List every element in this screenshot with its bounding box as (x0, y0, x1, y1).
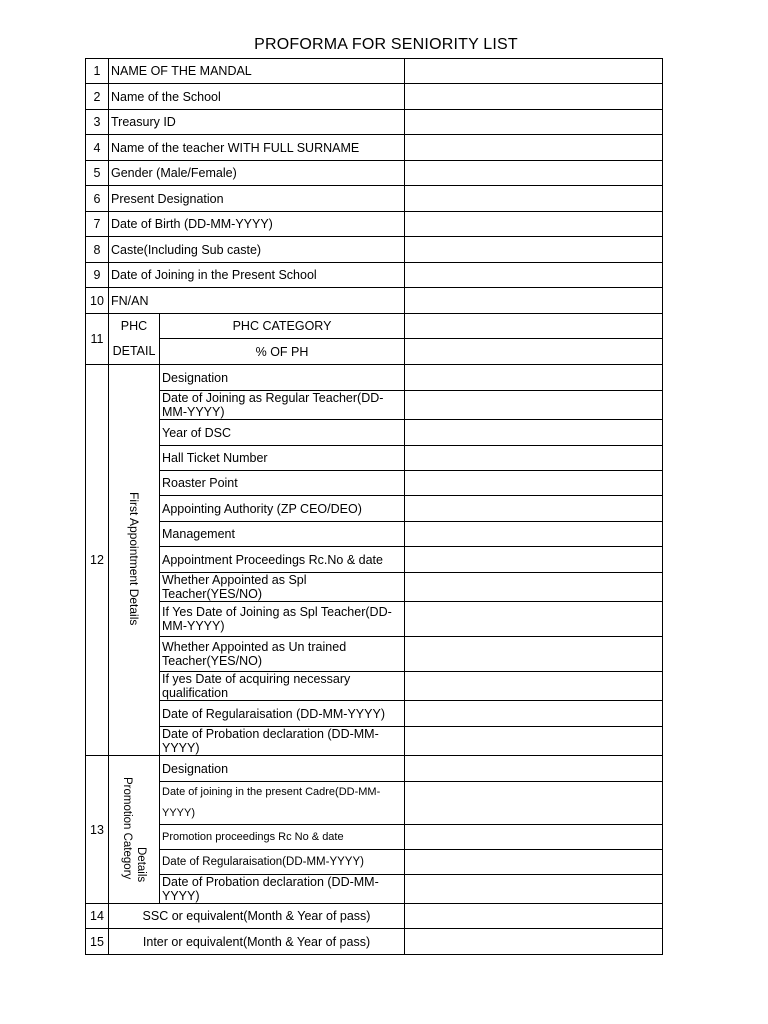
item-label: Date of Regularaisation(DD-MM-YYYY) (160, 850, 405, 875)
form-row (86, 212, 663, 237)
value-cell[interactable] (405, 237, 663, 263)
item-label: Roaster Point (160, 471, 405, 496)
appointment-row (86, 701, 663, 727)
item-label: Appointment Proceedings Rc.No & date (160, 547, 405, 573)
row-label: Inter or equivalent(Month & Year of pass) (109, 929, 405, 955)
phc-row (86, 314, 663, 339)
row-number: 11 (86, 314, 109, 365)
value-cell[interactable] (405, 727, 663, 756)
row-label: NAME OF THE MANDAL (109, 59, 405, 84)
value-cell[interactable] (405, 391, 663, 420)
row-number: 7 (86, 212, 109, 237)
value-cell[interactable] (405, 929, 663, 955)
row-label: Date of Joining in the Present School (109, 263, 405, 288)
value-cell[interactable] (405, 212, 663, 237)
item-label: Whether Appointed as Un trained Teacher(YES/NO) (160, 637, 405, 672)
row-label: SSC or equivalent(Month & Year of pass) (109, 904, 405, 929)
row-label: Name of the School (109, 84, 405, 110)
appointment-row (86, 391, 663, 420)
value-cell[interactable] (405, 850, 663, 875)
row-label: Gender (Male/Female) (109, 161, 405, 186)
promotion-row (86, 756, 663, 782)
item-label: Date of Probation declaration (DD-MM-YYYY) (160, 727, 405, 756)
row-number: 2 (86, 84, 109, 110)
row-number: 10 (86, 288, 109, 314)
appointment-row (86, 573, 663, 602)
first-appointment-group-label (109, 365, 160, 756)
row-number: 1 (86, 59, 109, 84)
item-label: If yes Date of acquiring necessary qualification (160, 672, 405, 701)
row-number: 4 (86, 135, 109, 161)
item-label: Year of DSC (160, 420, 405, 446)
item-label: Whether Appointed as Spl Teacher(YES/NO) (160, 573, 405, 602)
value-cell[interactable] (405, 84, 663, 110)
appointment-row (86, 602, 663, 637)
appointment-row (86, 637, 663, 672)
row-number: 8 (86, 237, 109, 263)
row-number: 9 (86, 263, 109, 288)
value-cell[interactable] (405, 782, 663, 825)
item-label: Designation (160, 365, 405, 391)
appointment-row (86, 547, 663, 573)
row-label: FN/AN (109, 288, 405, 314)
appointment-row (86, 471, 663, 496)
appointment-row (86, 522, 663, 547)
group-label-line2: Details (135, 846, 147, 883)
item-label: Date of Joining as Regular Teacher(DD-MM-YYYY) (160, 391, 405, 420)
row-label: Caste(Including Sub caste) (109, 237, 405, 263)
value-cell[interactable] (405, 314, 663, 339)
row-label: Treasury ID (109, 110, 405, 135)
phc-label-bottom: DETAIL (109, 339, 160, 365)
phc-category-label: PHC CATEGORY (160, 314, 405, 339)
value-cell[interactable] (405, 637, 663, 672)
appointment-row (86, 496, 663, 522)
row-label: Name of the teacher WITH FULL SURNAME (109, 135, 405, 161)
row-number: 3 (86, 110, 109, 135)
value-cell[interactable] (405, 135, 663, 161)
value-cell[interactable] (405, 496, 663, 522)
value-cell[interactable] (405, 875, 663, 904)
value-cell[interactable] (405, 573, 663, 602)
value-cell[interactable] (405, 161, 663, 186)
item-label: Date of joining in the present Cadre(DD-MM-YYYY) (160, 782, 405, 825)
form-row (86, 904, 663, 929)
promotion-group-label (109, 756, 160, 904)
value-cell[interactable] (405, 547, 663, 573)
promotion-row (86, 825, 663, 850)
form-row (86, 186, 663, 212)
value-cell[interactable] (405, 602, 663, 637)
value-cell[interactable] (405, 701, 663, 727)
row-label: Present Designation (109, 186, 405, 212)
row-number: 15 (86, 929, 109, 955)
item-label: Promotion proceedings Rc No & date (160, 825, 405, 850)
value-cell[interactable] (405, 904, 663, 929)
value-cell[interactable] (405, 288, 663, 314)
value-cell[interactable] (405, 365, 663, 391)
phc-row (86, 339, 663, 365)
appointment-row (86, 420, 663, 446)
appointment-row (86, 365, 663, 391)
value-cell[interactable] (405, 110, 663, 135)
value-cell[interactable] (405, 446, 663, 471)
value-cell[interactable] (405, 263, 663, 288)
form-row (86, 237, 663, 263)
row-number: 6 (86, 186, 109, 212)
group-label-line1: Promotion Category (121, 776, 133, 880)
form-row (86, 59, 663, 84)
item-label: Date of Probation declaration (DD-MM-YYYY) (160, 875, 405, 904)
value-cell[interactable] (405, 59, 663, 84)
item-label: Designation (160, 756, 405, 782)
form-row (86, 161, 663, 186)
form-row (86, 929, 663, 955)
value-cell[interactable] (405, 186, 663, 212)
phc-percent-label: % OF PH (160, 339, 405, 365)
value-cell[interactable] (405, 339, 663, 365)
group-label-text: First Appointment Details (127, 491, 141, 626)
item-label: Management (160, 522, 405, 547)
item-label: If Yes Date of Joining as Spl Teacher(DD-MM-YYYY) (160, 602, 405, 637)
promotion-row (86, 850, 663, 875)
value-cell[interactable] (405, 756, 663, 782)
promotion-row (86, 782, 663, 825)
row-number: 13 (86, 756, 109, 904)
row-number: 5 (86, 161, 109, 186)
form-row (86, 288, 663, 314)
seniority-form-table (85, 58, 663, 955)
item-label: Appointing Authority (ZP CEO/DEO) (160, 496, 405, 522)
form-row (86, 263, 663, 288)
promotion-row (86, 875, 663, 904)
item-label: Date of Regularaisation (DD-MM-YYYY) (160, 701, 405, 727)
value-cell[interactable] (405, 672, 663, 701)
row-label: Date of Birth (DD-MM-YYYY) (109, 212, 405, 237)
row-number: 14 (86, 904, 109, 929)
value-cell[interactable] (405, 825, 663, 850)
form-row (86, 84, 663, 110)
value-cell[interactable] (405, 522, 663, 547)
item-label: Hall Ticket Number (160, 446, 405, 471)
form-row (86, 135, 663, 161)
value-cell[interactable] (405, 420, 663, 446)
appointment-row (86, 672, 663, 701)
appointment-row (86, 446, 663, 471)
page-title: PROFORMA FOR SENIORITY LIST (254, 36, 518, 53)
value-cell[interactable] (405, 471, 663, 496)
appointment-row (86, 727, 663, 756)
row-number: 12 (86, 365, 109, 756)
form-row (86, 110, 663, 135)
phc-label-top: PHC (109, 314, 160, 339)
